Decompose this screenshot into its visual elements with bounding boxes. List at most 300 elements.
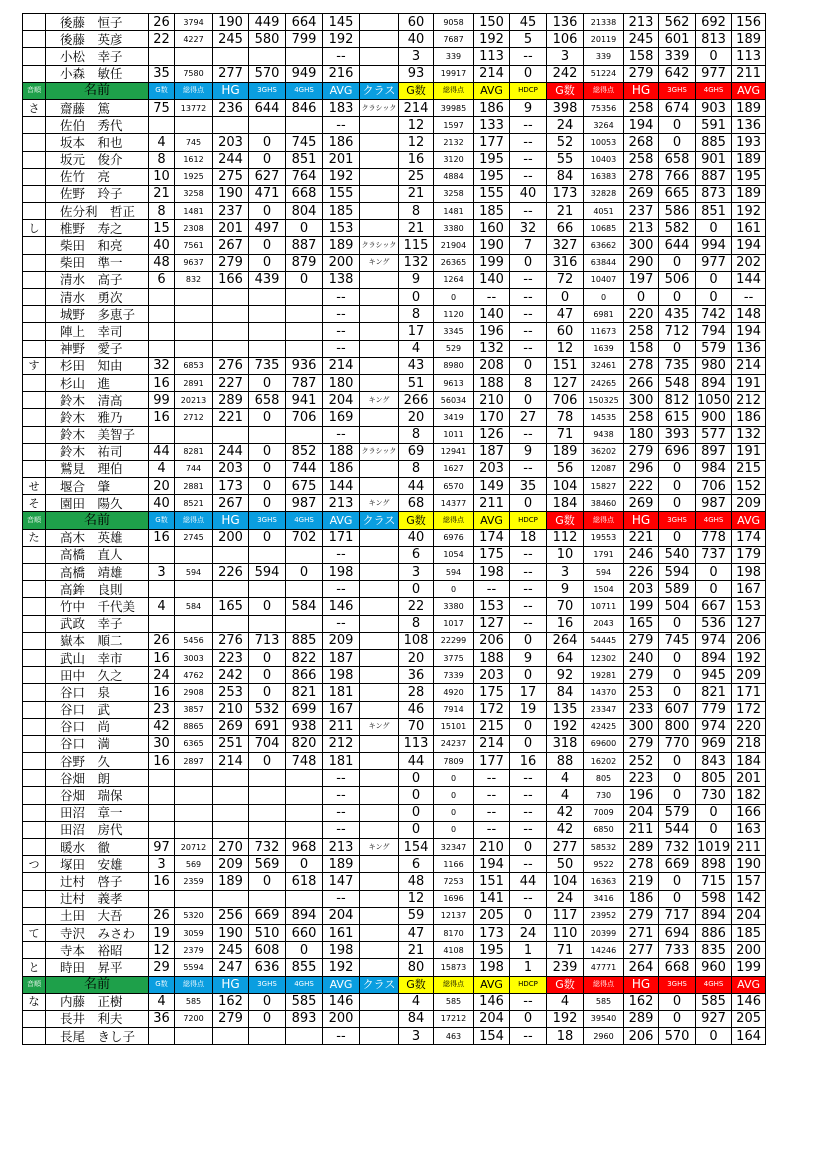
kana-index: [23, 306, 46, 323]
high-game-cell: 244: [213, 151, 249, 168]
class-cell: [360, 460, 399, 477]
handicap-cell: 18: [510, 529, 547, 546]
period-games-cell: 70: [399, 718, 434, 735]
table-row: [23, 65, 766, 82]
period-average-cell: 188: [474, 374, 510, 391]
cum-total-cell: 58532: [584, 839, 624, 856]
class-cell: [360, 701, 399, 718]
cum-4g-high-series-cell: 887: [696, 168, 732, 185]
table-row: [23, 753, 766, 770]
cum-total-cell: 23347: [584, 701, 624, 718]
cum-4g-high-series-cell: 0: [696, 821, 732, 838]
total-score-cell: [175, 770, 213, 787]
period-total-cell: 1120: [434, 306, 474, 323]
handicap-cell: --: [510, 48, 547, 65]
period-average-cell: 208: [474, 357, 510, 374]
cum-average-cell: 136: [732, 117, 766, 134]
3g-high-series-cell: 532: [249, 701, 286, 718]
player-name: 鈴木 清高: [46, 392, 149, 409]
player-name: 高橋 直人: [46, 546, 149, 563]
cum-high-game-cell: 300: [624, 392, 659, 409]
cum-average-cell: 211: [732, 839, 766, 856]
player-name: 城野 多恵子: [46, 306, 149, 323]
4g-high-series-cell: [286, 323, 323, 340]
kana-index: [23, 340, 46, 357]
cum-average-cell: 212: [732, 392, 766, 409]
total-score-cell: 8865: [175, 718, 213, 735]
header-index: 音順: [23, 976, 46, 993]
handicap-cell: --: [510, 890, 547, 907]
period-average-cell: 195: [474, 942, 510, 959]
kana-index: [23, 289, 46, 306]
cum-4g-high-series-cell: 0: [696, 289, 732, 306]
table-row: [23, 357, 766, 374]
period-games-cell: 40: [399, 31, 434, 48]
table-row: [23, 134, 766, 151]
high-game-cell: 226: [213, 564, 249, 581]
period-average-cell: 198: [474, 564, 510, 581]
handicap-cell: 0: [510, 632, 547, 649]
average-cell: 146: [323, 598, 360, 615]
cum-3g-high-series-cell: 0: [659, 134, 696, 151]
handicap-cell: 0: [510, 392, 547, 409]
cum-average-cell: 189: [732, 99, 766, 116]
period-games-cell: 12: [399, 117, 434, 134]
cum-3g-high-series-cell: 0: [659, 1010, 696, 1027]
4g-high-series-cell: 0: [286, 942, 323, 959]
cum-high-game-cell: 213: [624, 14, 659, 31]
period-total-cell: 7253: [434, 873, 474, 890]
cum-4g-high-series-cell: 1050: [697, 392, 731, 408]
cum-4g-high-series-cell: 977: [696, 65, 732, 82]
high-game-cell: 203: [213, 134, 249, 151]
3g-high-series-cell: [249, 323, 286, 340]
average-cell: --: [323, 546, 360, 563]
high-game-cell: 189: [213, 873, 249, 890]
cum-3g-high-series-cell: 0: [659, 340, 696, 357]
cum-high-game-cell: 194: [624, 117, 659, 134]
period-games-cell: 21: [399, 220, 434, 237]
cum-3g-high-series-cell: 642: [659, 65, 696, 82]
period-games-cell: 46: [399, 701, 434, 718]
cum-average-cell: 182: [732, 787, 766, 804]
cum-total-cell: 19553: [584, 529, 624, 546]
4g-high-series-cell: [286, 1028, 323, 1045]
cum-3g-high-series-cell: 668: [659, 959, 696, 976]
player-name: 堰合 肇: [46, 478, 149, 495]
period-games-cell: 20: [399, 649, 434, 666]
period-games-cell: 21: [399, 185, 434, 202]
cum-high-game-cell: 266: [624, 374, 659, 391]
3g-high-series-cell: 0: [249, 1010, 286, 1027]
3g-high-series-cell: [249, 48, 286, 65]
cum-3g-high-series-cell: 0: [659, 289, 696, 306]
period-average-cell: 175: [474, 684, 510, 701]
3g-high-series-cell: 0: [249, 495, 286, 512]
period-games-cell: 17: [399, 323, 434, 340]
cum-3g-high-series-cell: 665: [659, 185, 696, 202]
average-cell: 214: [323, 357, 360, 374]
header-total: 総得点: [584, 82, 624, 99]
period-total-cell: 12137: [434, 907, 474, 924]
cum-high-game-cell: 245: [624, 31, 659, 48]
cum-games-cell: 55: [547, 151, 584, 168]
games-cell: 26: [149, 907, 175, 924]
games-cell: 36: [149, 1010, 175, 1027]
player-name: 鈴木 祐司: [46, 443, 149, 460]
period-games-cell: 0: [399, 804, 434, 821]
cum-4g-high-series-cell: 945: [696, 667, 732, 684]
cum-4g-high-series-cell: 900: [696, 409, 732, 426]
cum-high-game-cell: 180: [624, 426, 659, 443]
cum-high-game-cell: 204: [624, 804, 659, 821]
3g-high-series-cell: [249, 615, 286, 632]
cum-total-cell: 14246: [584, 942, 624, 959]
3g-high-series-cell: 644: [249, 99, 286, 116]
period-average-cell: 192: [474, 31, 510, 48]
high-game-cell: 203: [213, 460, 249, 477]
table-row: [23, 1028, 766, 1045]
period-average-cell: 140: [474, 306, 510, 323]
class-cell: キング: [360, 839, 399, 856]
player-name: 塚田 安雄: [46, 856, 149, 873]
period-total-cell: 0: [434, 770, 474, 787]
period-games-cell: 115: [399, 237, 434, 254]
kana-index: [23, 14, 46, 31]
4g-high-series-cell: 585: [286, 993, 323, 1010]
header-class: クラス: [360, 976, 399, 993]
total-score-cell: 20712: [175, 839, 213, 856]
average-cell: 145: [323, 14, 360, 31]
total-score-cell: 2908: [175, 684, 213, 701]
period-total-cell: 8980: [434, 357, 474, 374]
average-cell: --: [323, 323, 360, 340]
4g-high-series-cell: 744: [286, 460, 323, 477]
table-row: [23, 718, 766, 735]
games-cell: 6: [149, 271, 175, 288]
games-cell: [149, 787, 175, 804]
cum-4g-high-series-cell: 805: [696, 770, 732, 787]
average-cell: 189: [323, 856, 360, 873]
cum-total-cell: 24265: [584, 374, 624, 391]
cum-games-cell: 112: [547, 529, 584, 546]
handicap-cell: --: [510, 323, 547, 340]
handicap-cell: 0: [510, 718, 547, 735]
4g-high-series-cell: 675: [286, 478, 323, 495]
games-cell: 15: [149, 220, 175, 237]
cum-4g-high-series-cell: 742: [696, 306, 732, 323]
handicap-cell: --: [510, 271, 547, 288]
total-score-cell: 7561: [175, 237, 213, 254]
header-games: G数: [547, 512, 584, 529]
class-cell: [360, 271, 399, 288]
cum-3g-high-series-cell: 674: [659, 99, 696, 116]
cum-average-cell: 172: [732, 701, 766, 718]
high-game-cell: 214: [213, 753, 249, 770]
kana-index: [23, 271, 46, 288]
total-score-cell: [175, 289, 213, 306]
kana-index: [23, 168, 46, 185]
period-average-cell: 177: [474, 753, 510, 770]
cum-total-cell: 6981: [584, 306, 624, 323]
period-games-cell: 6: [399, 856, 434, 873]
cum-total-cell: 1504: [584, 581, 624, 598]
player-name: 佐野 玲子: [46, 185, 149, 202]
handicap-cell: 35: [510, 478, 547, 495]
cum-total-cell: 3416: [584, 890, 624, 907]
cum-average-cell: 194: [732, 323, 766, 340]
cum-high-game-cell: 300: [624, 718, 659, 735]
cum-3g-high-series-cell: 589: [659, 581, 696, 598]
games-cell: [149, 804, 175, 821]
table-row: [23, 564, 766, 581]
games-cell: [149, 770, 175, 787]
high-game-cell: 245: [213, 31, 249, 48]
4g-high-series-cell: 804: [286, 203, 323, 220]
cum-total-cell: 2960: [584, 1028, 624, 1045]
handicap-cell: 9: [510, 99, 547, 116]
cum-3g-high-series-cell: 570: [659, 1028, 696, 1045]
cum-4g-high-series-cell: 994: [696, 237, 732, 254]
3g-high-series-cell: 0: [249, 478, 286, 495]
games-cell: 40: [149, 237, 175, 254]
cum-high-game-cell: 237: [624, 203, 659, 220]
cum-average-cell: 156: [732, 14, 766, 31]
header-3ghs: 3GHS: [249, 976, 286, 993]
cum-total-cell: 14535: [584, 409, 624, 426]
cum-games-cell: 56: [547, 460, 584, 477]
handicap-cell: 9: [510, 649, 547, 666]
cum-average-cell: 192: [732, 203, 766, 220]
kana-index: せ: [23, 478, 46, 495]
cum-average-cell: 171: [732, 684, 766, 701]
cum-total-cell: 10403: [584, 151, 624, 168]
games-cell: 19: [149, 924, 175, 941]
cum-games-cell: 316: [547, 254, 584, 271]
4g-high-series-cell: 745: [286, 134, 323, 151]
high-game-cell: 247: [213, 959, 249, 976]
kana-index: [23, 134, 46, 151]
class-cell: [360, 890, 399, 907]
cum-3g-high-series-cell: 735: [659, 357, 696, 374]
class-cell: [360, 942, 399, 959]
player-name: 佐分利 哲正: [46, 203, 149, 220]
cum-4g-high-series-cell: 585: [696, 993, 732, 1010]
period-average-cell: 126: [474, 426, 510, 443]
cum-high-game-cell: 277: [624, 942, 659, 959]
player-name: 杉田 知由: [46, 357, 149, 374]
cum-games-cell: 106: [547, 31, 584, 48]
average-cell: --: [323, 48, 360, 65]
cum-4g-high-series-cell: 0: [696, 1028, 732, 1045]
high-game-cell: [213, 1028, 249, 1045]
score-table: [22, 13, 766, 1045]
period-total-cell: 1627: [434, 460, 474, 477]
class-cell: [360, 357, 399, 374]
cum-4g-high-series-cell: 715: [696, 873, 732, 890]
total-score-cell: 3003: [175, 649, 213, 666]
cum-total-cell: 54445: [584, 632, 624, 649]
class-cell: [360, 787, 399, 804]
cum-games-cell: 173: [547, 185, 584, 202]
player-name: 武山 幸市: [46, 649, 149, 666]
average-cell: 198: [323, 564, 360, 581]
kana-index: [23, 649, 46, 666]
player-name: 佐伯 秀代: [46, 117, 149, 134]
cum-games-cell: 70: [547, 598, 584, 615]
cum-games-cell: 318: [547, 735, 584, 752]
table-row: [23, 323, 766, 340]
total-score-cell: [175, 581, 213, 598]
cum-3g-high-series-cell: 0: [659, 770, 696, 787]
period-total-cell: 0: [434, 787, 474, 804]
class-cell: [360, 993, 399, 1010]
4g-high-series-cell: 699: [286, 701, 323, 718]
cum-high-game-cell: 197: [624, 271, 659, 288]
cum-high-game-cell: 222: [624, 478, 659, 495]
cum-total-cell: 15827: [584, 478, 624, 495]
3g-high-series-cell: 510: [249, 924, 286, 941]
period-average-cell: 196: [474, 323, 510, 340]
header-avg: AVG: [323, 512, 360, 529]
3g-high-series-cell: [249, 821, 286, 838]
high-game-cell: 253: [213, 684, 249, 701]
class-cell: [360, 529, 399, 546]
games-cell: 8: [149, 203, 175, 220]
player-name: 後藤 英彦: [46, 31, 149, 48]
period-average-cell: 173: [474, 924, 510, 941]
period-games-cell: 8: [399, 615, 434, 632]
cum-3g-high-series-cell: 800: [659, 718, 696, 735]
average-cell: 211: [323, 718, 360, 735]
period-average-cell: 187: [474, 443, 510, 460]
period-games-cell: 8: [399, 460, 434, 477]
cum-high-game-cell: 289: [624, 839, 659, 856]
total-score-cell: 2712: [175, 409, 213, 426]
cum-games-cell: 71: [547, 426, 584, 443]
cum-high-game-cell: 199: [624, 598, 659, 615]
class-cell: [360, 478, 399, 495]
games-cell: 40: [149, 495, 175, 512]
cum-3g-high-series-cell: 732: [659, 839, 696, 856]
4g-high-series-cell: [286, 340, 323, 357]
4g-high-series-cell: [286, 890, 323, 907]
cum-average-cell: 192: [732, 649, 766, 666]
period-average-cell: --: [474, 787, 510, 804]
cum-average-cell: 144: [732, 271, 766, 288]
cum-4g-high-series-cell: 778: [696, 529, 732, 546]
header-avg: AVG: [474, 976, 510, 993]
player-name: 谷口 満: [46, 735, 149, 752]
header-index: 音順: [23, 82, 46, 99]
cum-total-cell: 2043: [584, 615, 624, 632]
class-cell: [360, 14, 399, 31]
average-cell: --: [323, 306, 360, 323]
average-cell: 161: [323, 924, 360, 941]
cum-high-game-cell: 269: [624, 185, 659, 202]
handicap-cell: 5: [510, 31, 547, 48]
header-4ghs: 4GHS: [696, 512, 732, 529]
player-name: 長井 利夫: [46, 1010, 149, 1027]
cum-3g-high-series-cell: 504: [659, 598, 696, 615]
period-games-cell: 69: [399, 443, 434, 460]
average-cell: --: [323, 426, 360, 443]
period-total-cell: 4884: [434, 168, 474, 185]
high-game-cell: 276: [213, 357, 249, 374]
period-games-cell: 16: [399, 151, 434, 168]
high-game-cell: 276: [213, 632, 249, 649]
cum-total-cell: 20399: [584, 924, 624, 941]
cum-4g-high-series-cell: 901: [696, 151, 732, 168]
player-name: 田沼 房代: [46, 821, 149, 838]
average-cell: 185: [323, 203, 360, 220]
games-cell: [149, 821, 175, 838]
cum-average-cell: 190: [732, 856, 766, 873]
header-name: 名前: [46, 82, 149, 99]
cum-games-cell: 189: [547, 443, 584, 460]
cum-3g-high-series-cell: 586: [659, 203, 696, 220]
cum-total-cell: 10685: [584, 220, 624, 237]
class-cell: [360, 185, 399, 202]
cum-games-cell: 60: [547, 323, 584, 340]
average-cell: 201: [323, 151, 360, 168]
table-row: [23, 581, 766, 598]
average-cell: 209: [323, 632, 360, 649]
period-average-cell: 140: [474, 271, 510, 288]
player-name: 椎野 寿之: [46, 220, 149, 237]
average-cell: --: [323, 340, 360, 357]
handicap-cell: 17: [510, 684, 547, 701]
games-cell: 16: [149, 873, 175, 890]
cum-average-cell: 195: [732, 168, 766, 185]
cum-4g-high-series-cell: 984: [696, 460, 732, 477]
player-name: 土田 大吾: [46, 907, 149, 924]
handicap-cell: --: [510, 289, 547, 306]
cum-high-game-cell: 158: [624, 48, 659, 65]
cum-total-cell: 16363: [584, 873, 624, 890]
class-cell: クラシック: [360, 99, 399, 116]
total-score-cell: 1925: [175, 168, 213, 185]
average-cell: --: [323, 770, 360, 787]
period-total-cell: 19917: [434, 65, 474, 82]
3g-high-series-cell: [249, 581, 286, 598]
3g-high-series-cell: [249, 426, 286, 443]
player-name: 武政 幸子: [46, 615, 149, 632]
4g-high-series-cell: [286, 48, 323, 65]
cum-4g-high-series-cell: 0: [696, 220, 732, 237]
cum-3g-high-series-cell: 594: [659, 564, 696, 581]
total-score-cell: 4762: [175, 667, 213, 684]
cum-3g-high-series-cell: 582: [659, 220, 696, 237]
period-games-cell: 108: [399, 632, 434, 649]
4g-high-series-cell: 0: [286, 220, 323, 237]
table-row: [23, 856, 766, 873]
period-total-cell: 8170: [434, 924, 474, 941]
handicap-cell: 9: [510, 443, 547, 460]
cum-4g-high-series-cell: 969: [696, 735, 732, 752]
player-name: 柴田 和亮: [46, 237, 149, 254]
player-name: 竹中 千代美: [46, 598, 149, 615]
4g-high-series-cell: 879: [286, 254, 323, 271]
cum-games-cell: 64: [547, 649, 584, 666]
games-cell: 42: [149, 718, 175, 735]
class-cell: キング: [360, 254, 399, 271]
player-name: 長尾 きし子: [46, 1028, 149, 1045]
handicap-cell: --: [510, 564, 547, 581]
high-game-cell: [213, 323, 249, 340]
high-game-cell: 190: [213, 185, 249, 202]
average-cell: 146: [323, 993, 360, 1010]
